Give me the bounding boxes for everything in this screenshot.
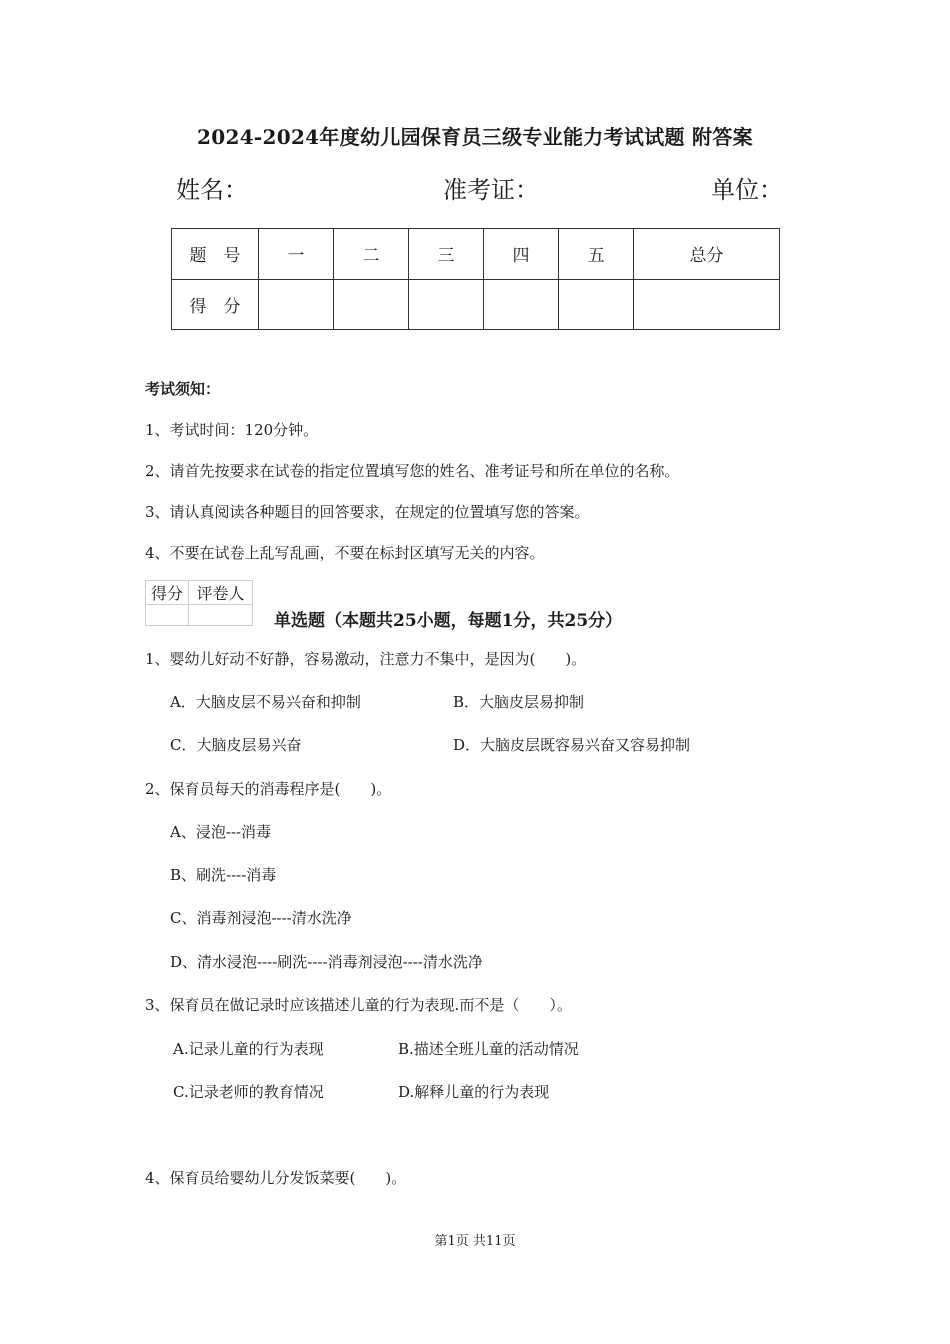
score-entry-cell[interactable] — [409, 279, 484, 330]
question-stem: 4、保育员给婴幼儿分发饭菜要( )。 — [145, 1169, 407, 1187]
grader-box-score-label: 得分 — [146, 581, 189, 605]
unit-field-label: 单位： — [711, 176, 783, 204]
exam-title: 2024-2024年度幼儿园保育员三级专业能力考试试题 附答案 — [197, 125, 753, 149]
score-entry-cell[interactable] — [259, 279, 334, 330]
question-option: C、消毒剂浸泡----清水洗净 — [170, 909, 352, 927]
notice-item: 4、不要在试卷上乱写乱画，不要在标封区填写无关的内容。 — [145, 544, 545, 562]
score-header-cell: 二 — [334, 229, 409, 280]
score-header-cell: 总分 — [634, 229, 780, 280]
question-option: B．大脑皮层易抑制 — [453, 693, 585, 711]
notice-item: 3、请认真阅读各种题目的回答要求，在规定的位置填写您的答案。 — [145, 503, 590, 521]
question-option: A.记录儿童的行为表现 — [173, 1040, 324, 1058]
grader-box — [145, 580, 253, 626]
score-header-cell: 一 — [259, 229, 334, 280]
score-row-label: 得 分 — [172, 279, 259, 330]
question-stem: 3、保育员在做记录时应该描述儿童的行为表现.而不是（ ）。 — [145, 996, 572, 1014]
score-header-cell: 三 — [409, 229, 484, 280]
question-option: D、清水浸泡----刷洗----消毒剂浸泡----清水洗净 — [170, 953, 483, 971]
grader-box-grader-label: 评卷人 — [189, 581, 253, 605]
score-table-header-row — [172, 229, 780, 280]
notice-item: 1、考试时间：120分钟。 — [145, 421, 319, 439]
score-entry-cell[interactable] — [634, 279, 780, 330]
question-option: D.解释儿童的行为表现 — [398, 1083, 550, 1101]
score-table-score-row — [172, 279, 780, 330]
grader-box-grader-cell[interactable] — [189, 605, 253, 626]
exam-id-field-label: 准考证： — [443, 176, 539, 204]
question-option: A．大脑皮层不易兴奋和抑制 — [170, 693, 361, 711]
question-stem: 2、保育员每天的消毒程序是( )。 — [145, 780, 392, 798]
question-option: D．大脑皮层既容易兴奋又容易抑制 — [453, 736, 691, 754]
question-option: B.描述全班儿童的活动情况 — [398, 1040, 579, 1058]
score-entry-cell[interactable] — [484, 279, 559, 330]
question-option: B、刷洗----消毒 — [170, 866, 277, 884]
score-entry-cell[interactable] — [334, 279, 409, 330]
grader-box-score-cell[interactable] — [146, 605, 189, 626]
notice-item: 2、请首先按要求在试卷的指定位置填写您的姓名、准考证号和所在单位的名称。 — [145, 462, 680, 480]
name-field-label: 姓名： — [176, 176, 248, 204]
question-option: C．大脑皮层易兴奋 — [170, 736, 302, 754]
score-table — [171, 228, 780, 330]
score-header-cell: 四 — [484, 229, 559, 280]
score-header-cell: 题 号 — [172, 229, 259, 280]
question-option: A、浸泡---消毒 — [170, 823, 272, 841]
score-header-cell: 五 — [559, 229, 634, 280]
section-title: 单选题（本题共25小题，每题1分，共25分） — [274, 611, 623, 631]
score-entry-cell[interactable] — [559, 279, 634, 330]
question-stem: 1、婴幼儿好动不好静，容易激动，注意力不集中，是因为( )。 — [145, 650, 587, 668]
page-footer: 第1页 共11页 — [434, 1234, 516, 1249]
notice-heading: 考试须知： — [145, 380, 221, 398]
question-option: C.记录老师的教育情况 — [173, 1083, 324, 1101]
